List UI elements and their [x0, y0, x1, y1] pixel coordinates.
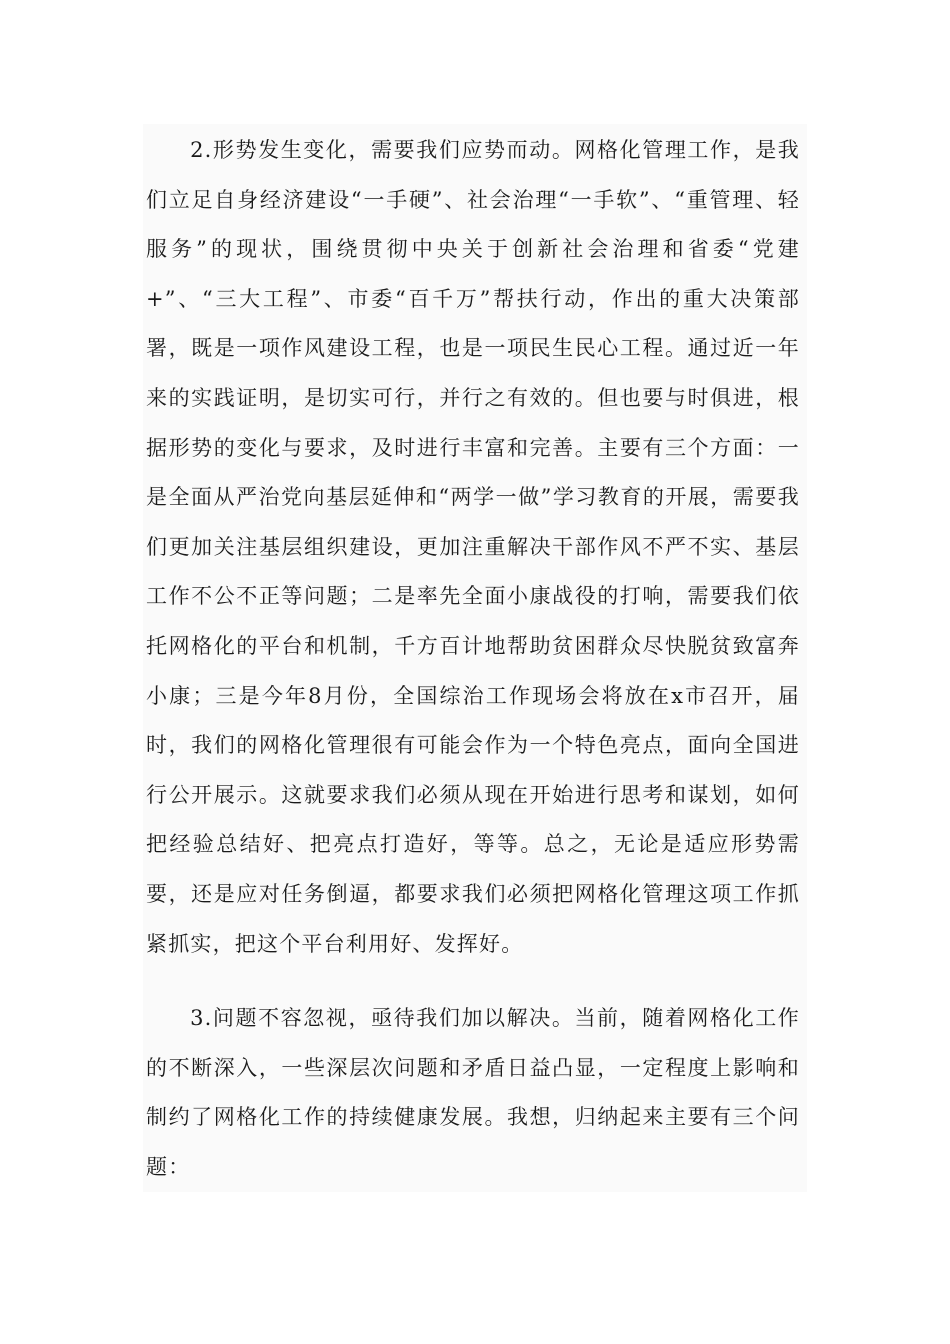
paragraph-situation-change: 2.形势发生变化，需要我们应势而动。网格化管理工作，是我们立足自身经济建设“一手硬”、社会治理“一手软”、“重管理、轻服务”的现状，围绕贯彻中央关于创新社会治理和省委“党建+”、“三大工程”、市委“百千万”帮扶行动，作出的重大决策部署，既是一项作风建设工程，也是一项民生民心工程。通过近一年来的实践证明，是切实可行，并行之有效的。但也要与时俱进，根据形势的变化与要求，及时进行丰富和完善。主要有三个方面：一是全面从严治党向基层延伸和“两学一做”学习教育的开展，需要我们更加关注基层组织建设，更加注重解决干部作风不严不实、基层工作不公不正等问题；二是率先全面小康战役的打响，需要我们依托网格化的平台和机制，千方百计地帮助贫困群众尽快脱贫致富奔小康；三是今年8月份，全国综治工作现场会将放在x市召开，届时，我们的网格化管理很有可能会作为一个特色亮点，面向全国进行公开展示。这就要求我们必须从现在开始进行思考和谋划，如何把经验总结好、把亮点打造好，等等。总之，无论是适应形势需要，还是应对任务倒逼，都要求我们必须把网格化管理这项工作抓紧抓实，把这个平台利用好、发挥好。 — [146, 138, 800, 956]
paragraph-problems: 3.问题不容忽视，亟待我们加以解决。当前，随着网格化工作的不断深入，一些深层次问题和矛盾日益凸显，一定程度上影响和制约了网格化工作的持续健康发展。我想，归纳起来主要有三个问题： — [146, 1006, 800, 1179]
